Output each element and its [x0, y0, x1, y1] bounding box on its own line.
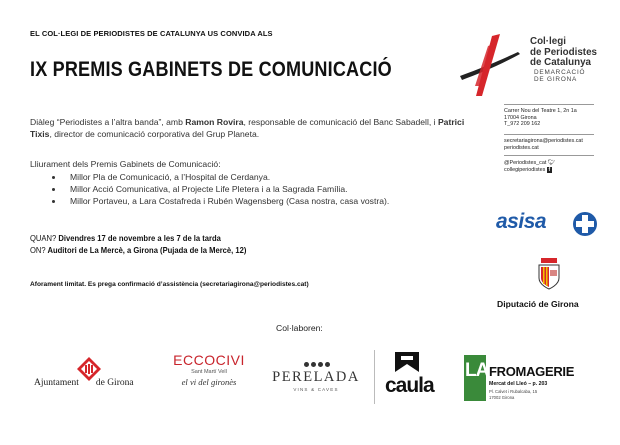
- website-link[interactable]: periodistes.cat: [504, 144, 539, 151]
- twitter-handle: @Periodistes_cat: [504, 160, 547, 166]
- where-line: [30, 245, 246, 257]
- perelada-dots-icon: [270, 360, 362, 367]
- perelada-subtitle: VINS & CAVES: [293, 387, 339, 392]
- awards-intro: Lliurament dels Premis Gabinets de Comunicació:: [30, 159, 221, 169]
- perelada-logo: [270, 360, 362, 392]
- collegi-name-line: de Periodistes: [530, 46, 597, 58]
- ajuntament-text: Ajuntament: [34, 378, 79, 388]
- awards-list: [52, 171, 389, 208]
- collaborators-label: Col·laboren:: [276, 323, 323, 333]
- eccocivi-subtitle: Sant Martí Vell: [191, 369, 227, 375]
- collegi-logo-icon: [458, 30, 532, 100]
- facebook-handle: collegiperiodistes: [504, 166, 546, 173]
- fromagerie-la: LA: [465, 360, 489, 381]
- address-line: Carrer Nou del Teatre 1, 2n 1a: [504, 108, 577, 114]
- caula-mark-icon: [393, 350, 421, 374]
- caula-wordmark: caula: [385, 374, 434, 397]
- ajuntament-logo: [34, 378, 134, 388]
- divider: [504, 134, 594, 135]
- facebook-icon: f: [548, 166, 551, 173]
- dialogue-paragraph: [30, 116, 475, 140]
- collegi-name-line: Col·legi: [530, 36, 566, 47]
- eccocivi-wordmark: ECCOCIVI: [173, 352, 245, 368]
- twitter-icon: 🐦︎: [547, 160, 556, 166]
- speaker-1: Ramon Rovira: [185, 117, 244, 127]
- eccocivi-tagline: el vi del gironès: [181, 377, 237, 387]
- dialogue-text-1: Diàleg “Periodistes a l’altra banda”, amb: [30, 117, 186, 127]
- divider: [504, 155, 594, 156]
- collegi-name: [530, 37, 597, 69]
- divider: [504, 104, 594, 105]
- award-item: • Millor Pla de Comunicació, a l’Hospital de Cerdanya.: [64, 171, 389, 183]
- fromagerie-name: FROMAGERIE: [489, 364, 575, 379]
- ajuntament-text: de Girona: [95, 378, 134, 388]
- address-line: T_972 209 162: [504, 121, 541, 128]
- fromagerie-address: Pl. Calvet i Rubalcaba, 15: [489, 389, 538, 394]
- email-block: [504, 138, 583, 151]
- speaker-2: Patrici Tixis: [30, 117, 465, 140]
- address-block: [504, 108, 577, 128]
- demarcacio-line: DEMARCACIÓ: [534, 69, 586, 76]
- asisa-logo: [496, 210, 600, 240]
- where-value: Auditori de La Mercè, a Girona (Pujada de la Mercè, 12): [45, 246, 247, 255]
- dialogue-text-2: , responsable de comunicació del Banc Sabadell, i: [243, 117, 438, 127]
- divider: [374, 350, 375, 404]
- demarcacio-label: [534, 69, 585, 83]
- social-block: [504, 160, 594, 173]
- email-link[interactable]: secretariagirona@periodistes.cat: [504, 138, 583, 144]
- asisa-cross-icon: [572, 211, 598, 237]
- when-line: [30, 233, 246, 245]
- address-line: 17004 Girona: [504, 114, 537, 121]
- page-title: IX PREMIS GABINETS DE COMUNICACIÓ: [30, 58, 392, 81]
- collegi-name-line: de Catalunya: [530, 57, 591, 69]
- diputacio-label: Diputació de Girona: [497, 299, 579, 309]
- demarcacio-line: DE GIRONA: [534, 76, 578, 83]
- fromagerie-address: 17002 Girona: [489, 395, 515, 400]
- invitation-line: EL COL·LEGI DE PERIODISTES DE CATALUNYA US CONVIDA ALS: [30, 29, 273, 38]
- asisa-wordmark: asisa: [496, 210, 547, 233]
- fromagerie-subtitle: Mercat del Lleó – p. 203: [489, 381, 548, 387]
- eccocivi-logo: [168, 353, 250, 388]
- where-label: ON?: [30, 246, 46, 255]
- twitter-link[interactable]: [504, 160, 594, 167]
- award-item: • Millor Acció Comunicativa, al Projecte Life Pletera i a la Sagrada Família.: [64, 183, 389, 195]
- award-item: • Millor Portaveu, a Lara Costafreda i Rubén Wagensberg (Casa nostra, casa vostra).: [64, 195, 389, 207]
- fromagerie-logo: [464, 355, 575, 403]
- perelada-wordmark: PERELADA: [272, 369, 360, 385]
- when-value: Divendres 17 de novembre a les 7 de la tarda: [56, 234, 221, 243]
- rsvp-note: Aforament limitat. Es prega confirmació d’assistència (secretariagirona@periodistes.cat): [30, 281, 309, 288]
- event-details: [30, 233, 246, 257]
- diputacio-shield-icon: [537, 258, 561, 290]
- when-label: QUAN?: [30, 234, 57, 243]
- dialogue-text-3: , director de comunicació corporativa del Grup Planeta.: [49, 129, 260, 140]
- caula-logo: [384, 350, 436, 402]
- facebook-link[interactable]: [504, 167, 594, 174]
